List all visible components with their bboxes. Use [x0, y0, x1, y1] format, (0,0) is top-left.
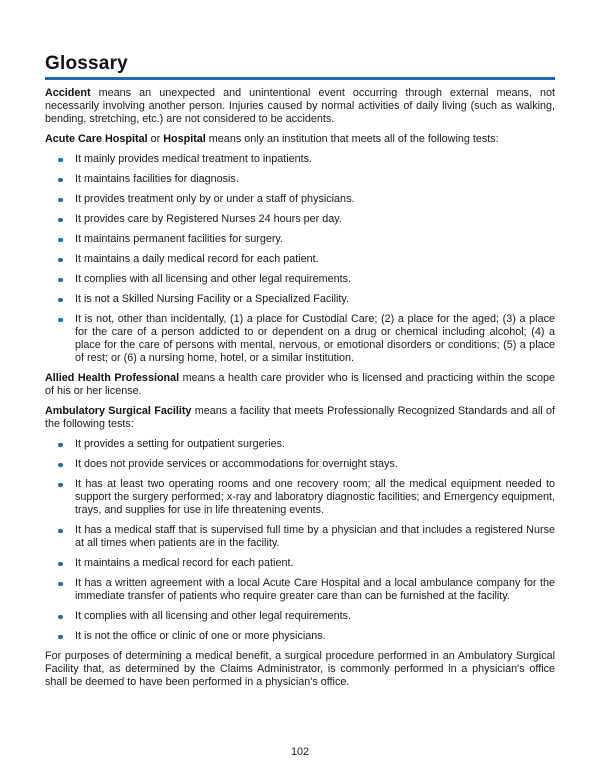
bullet-item-text: It is not a Skilled Nursing Facility or a Specialized Facility. — [75, 293, 350, 305]
bullet-item — [45, 313, 555, 365]
bullet-item — [45, 438, 555, 451]
bullet-item — [45, 273, 555, 286]
bullet-item-text: It complies with all licensing and other legal requirements. — [75, 273, 352, 285]
bullet-item-text: It is not the office or clinic of one or more physicians. — [75, 630, 326, 642]
page-footer — [0, 746, 600, 759]
bullet-item-text: It maintains a medical record for each patient. — [75, 557, 294, 569]
paragraph-text: means an unexpected and unintentional event occurring through external means, not necessarily involving another person. Injuries caused by normal activities of daily living (such as walking, bending, stretching, etc.) are not considered to be accidents. — [45, 87, 555, 125]
bullet-item — [45, 293, 555, 306]
bullet-item-text: It provides care by Registered Nurses 24 hours per day. — [75, 213, 342, 225]
bullet-item — [45, 577, 555, 603]
bullet-item-text: It provides treatment only by or under a staff of physicians. — [75, 193, 355, 205]
defined-term: Ambulatory Surgical Facility — [45, 405, 192, 417]
bullet-item — [45, 458, 555, 471]
paragraph-text: For purposes of determining a medical benefit, a surgical procedure performed in an Ambulatory Surgical Facility that, as determined by the Claims Administrator, is commonly performed in a physician's office shall be deemed to have been performed in a physician's office. — [45, 650, 555, 688]
bullet-item — [45, 213, 555, 226]
defined-term: Allied Health Professional — [45, 372, 180, 384]
bullet-item-text: It complies with all licensing and other legal requirements. — [75, 610, 352, 622]
paragraph — [45, 372, 555, 398]
bullet-item-text: It has a medical staff that is supervised full time by a physician and that includes a registered Nurse at all times when patients are in the facility. — [75, 524, 555, 549]
bullet-item — [45, 173, 555, 186]
bullet-item-text: It maintains facilities for diagnosis. — [75, 173, 239, 185]
bullet-list — [45, 438, 555, 643]
paragraph — [45, 87, 555, 126]
title-rule-divider — [45, 77, 555, 80]
glossary-header — [45, 53, 555, 80]
bullet-list — [45, 153, 555, 365]
bullet-item-text: It does not provide services or accommodations for overnight stays. — [75, 458, 398, 470]
paragraph — [45, 405, 555, 431]
bullet-item — [45, 478, 555, 517]
bullet-item — [45, 153, 555, 166]
bullet-item — [45, 557, 555, 570]
bullet-item-text: It is not, other than incidentally, (1) a place for Custodial Care; (2) a place for the aged; (3) a place for the care of a person addicted to or dependent on a drug or chemical including alcohol; (4) a place for the care of persons with mental, nervous, or emotional disorders or conditions; (5) a place of rest; or (6) a nursing home, hotel, or a similar institution. — [75, 313, 555, 364]
bullet-item-text: It maintains a daily medical record for each patient. — [75, 253, 319, 265]
glossary-body — [45, 87, 555, 689]
bullet-item — [45, 630, 555, 643]
page-title: Glossary — [45, 53, 128, 74]
paragraph-text: means only an institution that meets all of the following tests: — [205, 133, 499, 145]
bullet-item — [45, 253, 555, 266]
page-number: 102 — [290, 746, 309, 758]
bullet-item — [45, 193, 555, 206]
paragraph — [45, 133, 555, 146]
bullet-item — [45, 233, 555, 246]
paragraph — [45, 650, 555, 689]
bullet-item-text: It mainly provides medical treatment to inpatients. — [75, 153, 313, 165]
bullet-item-text: It has at least two operating rooms and one recovery room; all the medical equipment needed to support the surgery performed; x-ray and laboratory diagnostic facilities; and Emergency equipment, trays, and supplies for use in life threatening events. — [75, 478, 555, 516]
defined-term: Accident — [45, 87, 91, 99]
defined-term: Acute Care Hospital — [45, 133, 148, 145]
bullet-item — [45, 610, 555, 623]
defined-term: Hospital — [163, 133, 206, 145]
bullet-item — [45, 524, 555, 550]
bullet-item-text: It provides a setting for outpatient surgeries. — [75, 438, 286, 450]
bullet-item-text: It maintains permanent facilities for surgery. — [75, 233, 284, 245]
paragraph-text: means a health care provider who is licensed and practicing within the scope of his or her license. — [45, 372, 556, 397]
bullet-item-text: It has a written agreement with a local Acute Care Hospital and a local ambulance company for the immediate transfer of patients who require greater care than can be furnished at the facility. — [75, 577, 555, 602]
paragraph-text: means a facility that meets Professionally Recognized Standards and all of the following tests: — [45, 405, 556, 430]
paragraph-text: or — [147, 133, 164, 145]
